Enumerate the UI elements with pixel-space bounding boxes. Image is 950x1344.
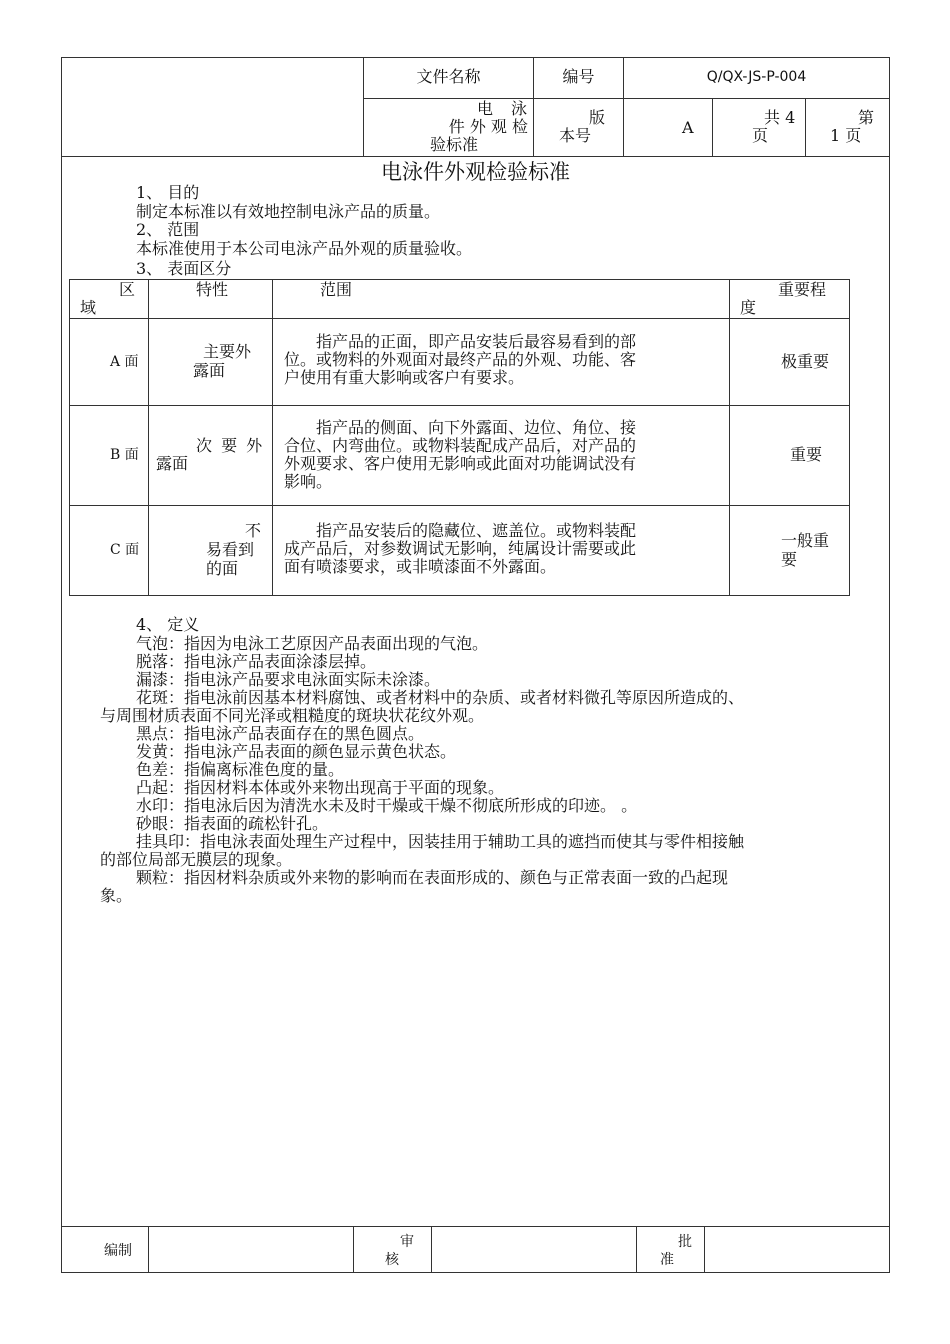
definition-line: 颗粒：指因材料杂质或外来物的影响而在表面形成的、颜色与正常表面一致的凸起现 — [136, 868, 729, 887]
definition-line: 气泡：指因为电泳工艺原因产品表面出现的气泡。 — [136, 634, 489, 653]
table-row-area: B 面 — [110, 447, 139, 463]
col-header-property: 特性 — [196, 280, 229, 299]
reviewed-by-field[interactable] — [432, 1227, 636, 1272]
prepared-by-label: 编制 — [104, 1243, 132, 1259]
number-label: 编号 — [562, 67, 595, 86]
col-header-area: 区 — [119, 280, 136, 299]
range-line: 指产品的正面，即产品安装后最容易看到的部 — [284, 332, 637, 351]
purpose-text: 制定本标准以有效地控制电泳产品的质量。 — [136, 202, 441, 221]
version-value: A — [682, 118, 694, 137]
total-pages-line: 页 — [752, 126, 769, 145]
definition-line: 象。 — [100, 886, 133, 905]
table-row-property: 不 — [245, 521, 262, 540]
definition-line: 色差：指偏离标准色度的量。 — [136, 760, 345, 779]
table-row-range — [284, 333, 636, 387]
total-pages-line: 共 4 — [764, 108, 796, 127]
definition-line: 花斑：指电泳前因基本材料腐蚀、或者材料中的杂质、或者材料微孔等原因所造成的、 — [136, 688, 745, 707]
table-row-property: 露面 — [156, 454, 189, 473]
total-pages — [752, 109, 802, 145]
doc-name-line: 电 泳 — [476, 99, 528, 118]
table-row-range — [284, 419, 636, 491]
table-row-importance: 要 — [781, 550, 798, 569]
definition-line: 黑点：指电泳产品表面存在的黑色圆点。 — [136, 724, 425, 743]
range-line: 影响。 — [284, 472, 333, 491]
doc-name-line: 件 外 观 检 — [448, 117, 528, 136]
definition-line: 凸起：指因材料本体或外来物出现高于平面的现象。 — [136, 778, 505, 797]
page-number-line: 第 — [858, 108, 875, 127]
definition-line: 挂具印：指电泳表面处理生产过程中，因装挂用于辅助工具的遮挡而使其与零件相接触 — [136, 832, 745, 851]
col-header-range: 范围 — [320, 280, 353, 299]
definition-line: 与周围材质表面不同光泽或粗糙度的斑块状花纹外观。 — [100, 706, 485, 725]
definition-line: 脱落：指电泳产品表面涂漆层掉。 — [136, 652, 377, 671]
scope-text: 本标准使用于本公司电泳产品外观的质量验收。 — [136, 239, 473, 258]
purpose-heading: 1、 目的 — [136, 183, 200, 202]
version-label — [555, 109, 615, 145]
table-row-area: A 面 — [110, 354, 139, 370]
col-header-importance: 度 — [740, 298, 757, 317]
definition-line: 水印：指电泳后因为清洗水未及时干燥或干燥不彻底所形成的印迹。 。 — [136, 796, 638, 815]
version-label-line: 版 — [589, 108, 606, 127]
definitions-list — [100, 635, 880, 905]
range-line: 合位、内弯曲位。或物料装配成产品后，对产品的 — [284, 436, 637, 455]
table-row-property: 次 要 外 — [196, 436, 265, 455]
page-number-line: 1 页 — [830, 126, 862, 145]
page-title: 电泳件外观检验标准 — [381, 160, 570, 184]
document-name-value — [368, 100, 528, 154]
approved-by-label: 准 — [660, 1252, 674, 1268]
definition-line: 砂眼：指表面的疏松针孔。 — [136, 814, 329, 833]
document-number: Q/QX-JS-P-004 — [706, 69, 807, 85]
col-header-importance: 重要程 — [778, 280, 827, 299]
table-row-property: 的面 — [206, 559, 239, 578]
surface-heading: 3、 表面区分 — [136, 259, 232, 278]
table-row-importance: 一般重 — [781, 531, 830, 550]
table-row-property: 易看到 — [206, 540, 255, 559]
definitions-heading: 4、 定义 — [136, 615, 200, 634]
approved-by-label: 批 — [678, 1234, 692, 1250]
doc-name-line: 验标准 — [430, 135, 479, 154]
range-line: 指产品安装后的隐藏位、遮盖位。或物料装配 — [284, 521, 637, 540]
table-row-property: 主要外 — [203, 342, 252, 361]
table-row-range — [284, 522, 636, 576]
table-row-importance: 重要 — [790, 445, 823, 464]
reviewed-by-label: 核 — [385, 1252, 399, 1268]
table-row-importance: 极重要 — [781, 352, 830, 371]
range-line: 成产品后，对参数调试无影响，纯属设计需要或此 — [284, 539, 637, 558]
doc-name-label: 文件名称 — [416, 67, 481, 86]
range-line: 位。或物料的外观面对最终产品的外观、功能、客 — [284, 350, 637, 369]
approved-by-field[interactable] — [705, 1227, 889, 1272]
range-line: 面有喷漆要求，或非喷漆面不外露面。 — [284, 557, 557, 576]
scope-heading: 2、 范围 — [136, 220, 200, 239]
range-line: 户使用有重大影响或客户有要求。 — [284, 368, 525, 387]
prepared-by-field[interactable] — [149, 1227, 353, 1272]
table-row-property: 露面 — [193, 361, 226, 380]
definition-line: 漏漆：指电泳产品要求电泳面实际未涂漆。 — [136, 670, 441, 689]
definition-line: 发黄：指电泳产品表面的颜色显示黄色状态。 — [136, 742, 457, 761]
range-line: 外观要求、客户使用无影响或此面对功能调试没有 — [284, 454, 637, 473]
range-line: 指产品的侧面、向下外露面、边位、角位、接 — [284, 418, 637, 437]
table-row-area: C 面 — [110, 542, 140, 558]
definition-line: 的部位局部无膜层的现象。 — [100, 850, 293, 869]
page-number — [830, 109, 880, 145]
reviewed-by-label: 审 — [400, 1234, 414, 1250]
col-header-area: 域 — [80, 298, 97, 317]
version-label-line: 本号 — [559, 126, 592, 145]
